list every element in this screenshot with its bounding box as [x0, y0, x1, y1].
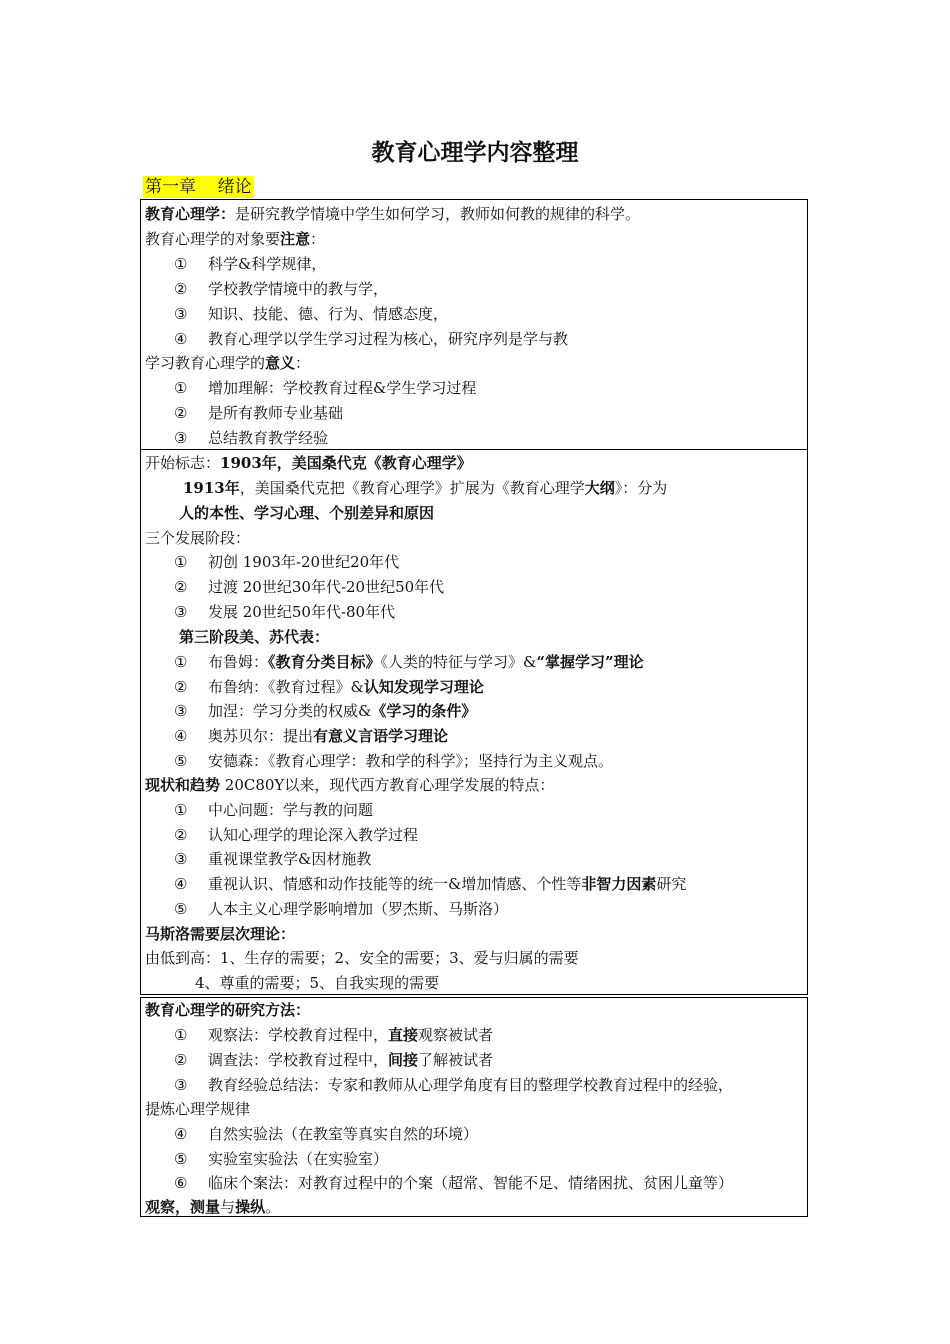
- list-item: ① 中心问题：学与教的问题: [174, 801, 374, 819]
- chapter-heading: 第一章 绪论: [145, 177, 252, 197]
- methods-box: [140, 997, 808, 1217]
- methods-ending: 观察，测量与操纵。: [145, 1198, 281, 1216]
- list-item: ② 认知心理学的理论深入教学过程: [174, 826, 419, 844]
- list-item: ④ 重视认识、情感和动作技能等的统一&增加情感、个性等非智力因素研究: [174, 875, 687, 893]
- definition-box: [140, 199, 808, 450]
- content-line: 人的本性、学习心理、个别差异和原因: [179, 504, 435, 522]
- maslow-heading: 马斯洛需要层次理论：: [145, 925, 296, 943]
- significance-heading: 学习教育心理学的意义：: [145, 354, 311, 372]
- maslow-line-2: 4、尊重的需要；5、自我实现的需要: [195, 974, 440, 992]
- list-item: ③ 教育经验总结法：专家和教师从心理学角度有目的整理学校教育过程中的经验，: [174, 1076, 734, 1094]
- list-item: ③ 总结教育教学经验: [174, 429, 329, 447]
- list-item: ① 科学&科学规律，: [174, 255, 327, 273]
- definition-line: [145, 203, 640, 225]
- list-item: ④ 教育心理学以学生学习过程为核心，研究序列是学与教: [174, 330, 569, 348]
- list-item: ④ 奥苏贝尔：提出有意义言语学习理论: [174, 727, 449, 745]
- list-item: ⑥ 临床个案法：对教育过程中的个案（超常、智能不足、情绪困扰、贫困儿童等）: [174, 1174, 734, 1192]
- list-item: ② 是所有教师专业基础: [174, 404, 344, 422]
- list-item: ② 调查法：学校教育过程中，间接了解被试者: [174, 1051, 494, 1069]
- stages-heading: 三个发展阶段：: [145, 529, 251, 547]
- page-title: 教育心理学内容整理: [371, 140, 579, 166]
- list-item-continuation: 提炼心理学规律: [145, 1100, 251, 1118]
- definition-term: 教育心理学：: [145, 205, 236, 223]
- list-item: ① 增加理解：学校教育过程&学生学习过程: [174, 379, 477, 397]
- history-box: [140, 449, 808, 995]
- list-item: ③ 知识、技能、德、行为、情感态度，: [174, 305, 449, 323]
- reps-heading: 第三阶段美、苏代表：: [179, 628, 330, 646]
- trends-heading: 现状和趋势 20C80Y以来，现代西方教育心理学发展的特点：: [145, 776, 555, 794]
- maslow-line-1: 由低到高：1、生存的需要；2、安全的需要；3、爱与归属的需要: [145, 949, 579, 967]
- list-item: ② 过渡 20世纪30年代-20世纪50年代: [174, 578, 445, 596]
- notes-heading: 教育心理学的对象要注意：: [145, 230, 326, 248]
- list-item: ③ 发展 20世纪50年代-80年代: [174, 603, 396, 621]
- list-item: ⑤ 安德森：《教育心理学：教和学的科学》；坚持行为主义观点。: [174, 752, 614, 770]
- definition-text: 是研究教学情境中学生如何学习，教师如何教的规律的科学。: [235, 205, 641, 223]
- list-item: ② 学校教学情境中的教与学，: [174, 280, 389, 298]
- list-item: ③ 重视课堂教学&因材施教: [174, 850, 372, 868]
- list-item: ② 布鲁纳：《教育过程》&认知发现学习理论: [174, 678, 484, 696]
- list-item: ⑤ 人本主义心理学影响增加（罗杰斯、马斯洛）: [174, 900, 509, 918]
- methods-heading: 教育心理学的研究方法：: [145, 1001, 311, 1019]
- list-item: ③ 加涅：学习分类的权威&《学习的条件》: [174, 702, 477, 720]
- list-item: ④ 自然实验法（在教室等真实自然的环境）: [174, 1125, 479, 1143]
- list-item: ① 布鲁姆：《教育分类目标》《人类的特征与学习》&“掌握学习”理论: [174, 653, 644, 671]
- list-item: ⑤ 实验室实验法（在实验室）: [174, 1150, 389, 1168]
- list-item: ① 初创 1903年-20世纪20年代: [174, 553, 400, 571]
- list-item: ① 观察法：学校教育过程中，直接观察被试者: [174, 1026, 494, 1044]
- start-line: 开始标志：1903年，美国桑代克《教育心理学》: [145, 454, 472, 472]
- y1913-line: 1913年，美国桑代克把《教育心理学》扩展为《教育心理学大纲》：分为: [183, 479, 668, 497]
